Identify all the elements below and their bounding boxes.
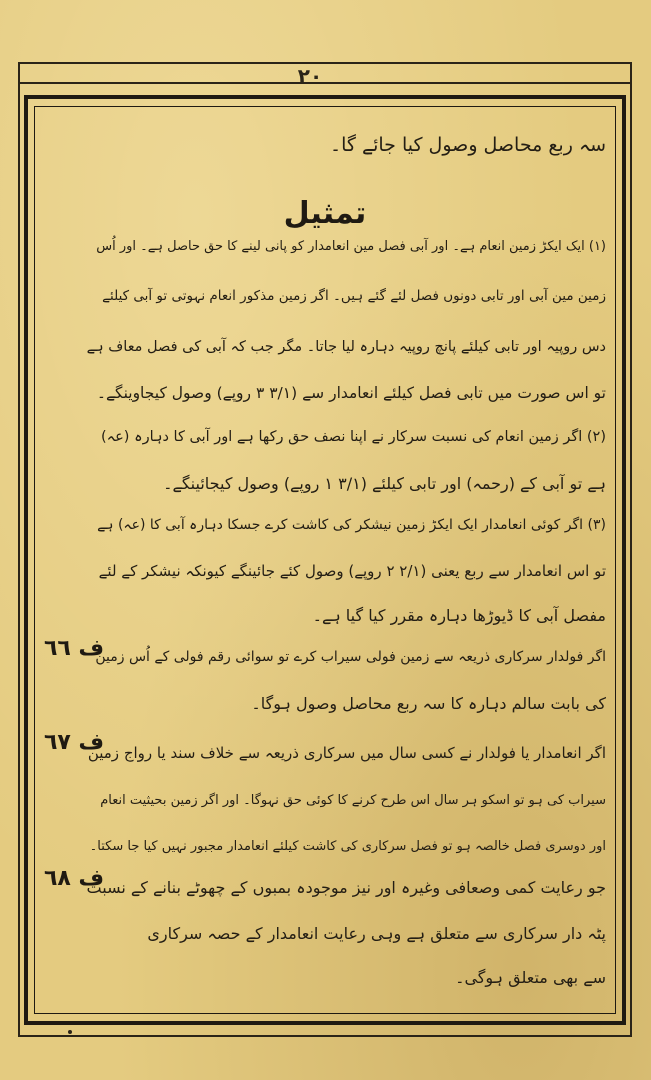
clause-66-line-1: اگر فولدار سرکاری ذریعہ سے زمین فولی سیراب کرے تو سوائی رقم فولی کے اُس زمین <box>95 649 606 665</box>
intro-line: سہ ربع محاصل وصول کیا جائے گا۔ <box>329 134 606 156</box>
clause-68-marker: ف ٦٨ <box>44 866 105 891</box>
footer-dot <box>68 1030 72 1034</box>
section-heading: تمثیل <box>283 196 367 231</box>
para3-line-2: تو اس انعامدار سے ربع یعنی (۲/۱ ٢ روپے) وصول کئے جائینگے کیونکہ نیشکر کے لئے <box>98 562 606 580</box>
clause-67-line-1: اگر انعامدار یا فولدار نے کسی سال میں سرکاری ذریعہ سے خلاف سند یا رواج زمین <box>87 744 606 762</box>
clause-68-line-1: جو رعایت کمی وصعافی وغیرہ اور نیز موجودہ بمبوں کے چھوٹے بنانے کے نسبت <box>86 878 606 897</box>
clause-68-line-3: سے بھی متعلق ہوگی۔ <box>455 968 606 987</box>
document-body <box>44 118 606 1008</box>
clause-66-line-2: کی بابت سالم دہارہ کا سہ ربع محاصل وصول ہوگا۔ <box>251 694 606 713</box>
clause-66-marker: ف ٦٦ <box>44 636 105 661</box>
para1-line-3: دس روپیہ اور تابی کیلئے پانچ روپیہ دہارہ لیا جاتا۔ مگر جب کہ آبی کی فصل معاف ہے <box>86 339 606 355</box>
clause-67-marker: ف ٦٧ <box>44 730 105 755</box>
clause-67-line-2: سیراب کی ہو تو اسکو ہر سال اس طرح کرنے کا کوئی حق نہوگا۔ اور اگر زمین بحیثیت انعام <box>100 793 606 808</box>
para1-line-2: زمین مین آبی اور تابی دونوں فصل لئے گئے ہیں۔ اگر زمین مذکور انعام نہوتی تو آبی کیلئے <box>102 288 606 304</box>
para2-line-1: (٢) اگر زمین انعام کی نسبت سرکار نے اپنا نصف حق رکھا ہے اور آبی کا دہارہ (عہ) <box>101 429 606 445</box>
para1-line-1: (١) ایک ایکڑ زمین انعام ہے۔ اور آبی فصل مین انعامدار کو پانی لینے کا حق حاصل ہے۔ اور اُس <box>96 239 606 254</box>
clause-68-line-2: پٹہ دار سرکاری سے متعلق ہے وہی رعایت انعامدار کے حصہ سرکاری <box>147 924 606 943</box>
para2-line-2: ہے تو آبی کے (رحمہ) اور تابی کیلئے (۳/۱ ١ روپے) وصول کیجائینگے۔ <box>163 474 606 493</box>
page-number: ٢٠ <box>297 64 323 88</box>
clause-67-line-3: اور دوسری فصل خالصہ ہو تو فصل سرکاری کی کاشت کیلئے انعامدار مجبور نہیں کیا جا سکتا۔ <box>89 839 606 854</box>
para3-line-1: (٣) اگر کوئی انعامدار ایک ایکڑ زمین نیشکر کی کاشت کرے جسکا دہارہ آبی کا (عہ) ہے <box>97 517 606 533</box>
para1-line-4: تو اس صورت میں تابی فصل کیلئے انعامدار سے (۳/۱ ۳ روپے) وصول کیجاوینگے۔ <box>96 384 606 402</box>
para3-line-3: مفصل آبی کا ڈیوڑھا دہارہ مقرر کیا گیا ہے۔ <box>312 606 606 625</box>
